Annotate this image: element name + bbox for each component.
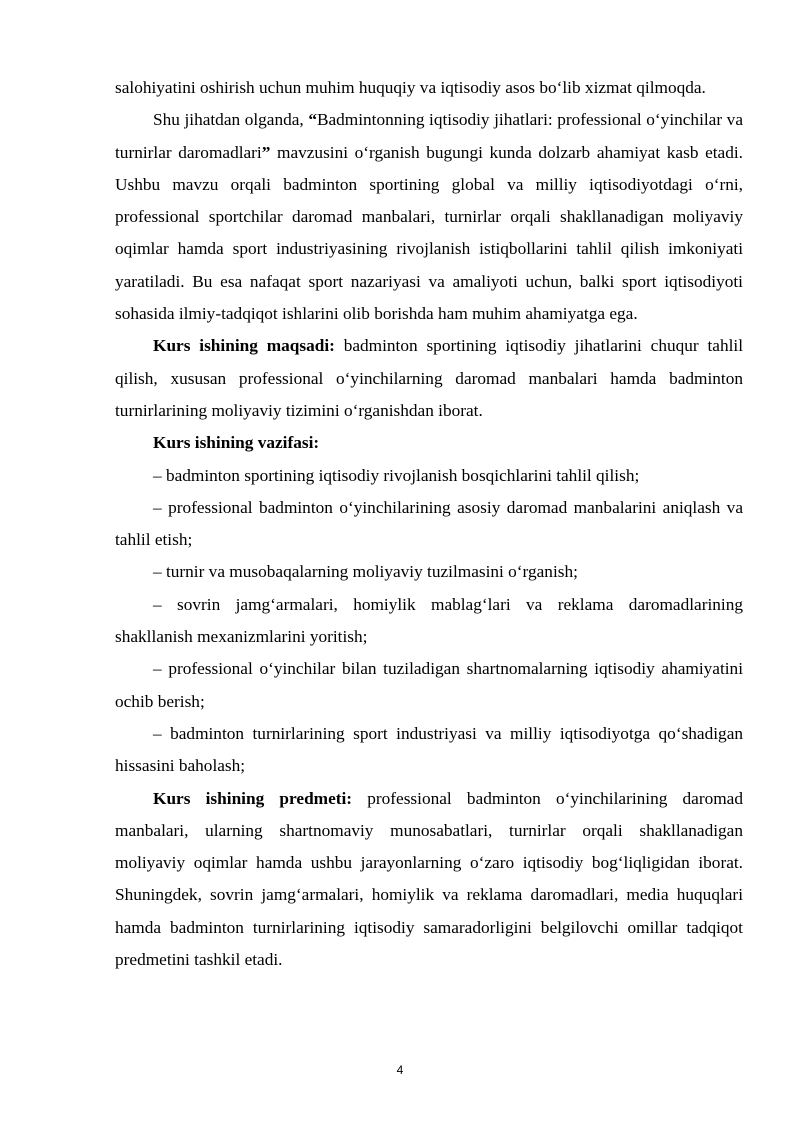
body-text [115,72,743,976]
paragraph-goal [115,330,743,427]
subject-text: professional badminton o‘yinchilarining daromad manbalari, ularning shartnomaviy munosabatlari, turnirlar orqali shakllanadigan moliyaviy oqimlar hamda ushbu jarayonlarning o‘zaro iqtisodiy bog‘liqligidan iborat. Shuningdek, sovrin jamg‘armalari, homiylik va reklama daromadlari, media huquqlari hamda badminton turnirlarining iqtisodiy samaradorligini belgilovchi omillar tadqiqot predmetini tashkil etadi. [115,788,743,970]
paragraph-relevance-rest: mavzusini o‘rganish bugungi kunda dolzarb ahamiyat kasb etadi. Ushbu mavzu orqali badminton sportining global va milliy iqtisodiyotdagi o‘rni, professional sportchilar daromad manbalari, turnirlar orqali shakllanadigan moliyaviy oqimlar hamda sport industriyasining rivojlanish istiqbollarini tahlil qilish imkoniyati yaratiladi. Bu esa nafaqat sport nazariyasi va amaliyoti uchun, balki sport iqtisodiyoti sohasida ilmiy-tadqiqot ishlarini olib borishda ham muhim ahamiyatga ega. [115,142,743,324]
paragraph-relevance [115,104,743,330]
task-item: – badminton sportining iqtisodiy rivojlanish bosqichlarini tahlil qilish; [153,465,640,485]
task-item: – professional o‘yinchilar bilan tuziladigan shartnomalarning iqtisodiy ahamiyatini ochib berish; [115,659,743,711]
quote-open-mark: “ [308,110,317,130]
subject-label: Kurs ishining predmeti: [153,788,353,808]
task-item: – badminton turnirlarining sport industriyasi va milliy iqtisodiyotga qo‘shadigan hissasini baholash; [115,723,743,776]
task-item: – professional badminton o‘yinchilarining asosiy daromad manbalarini aniqlash va tahlil etish; [115,497,743,550]
paragraph-continuation: salohiyatini oshirish uchun muhim huquqiy va iqtisodiy asos bo‘lib xizmat qilmoqda. [115,78,706,97]
paragraph-subject [115,783,743,977]
goal-text: badminton sportining iqtisodiy jihatlarini chuqur tahlil qilish, xususan professional o‘yinchilarning daromad manbalari hamda badminton turnirlarining moliyaviy tizimini o‘rganishdan iborat. [115,336,744,420]
task-item: – sovrin jamg‘armalari, homiylik mablag‘lari va reklama daromadlarining shakllanish mexanizmlarini yoritish; [115,594,743,647]
quote-close-mark: ” [261,142,271,162]
topic-title: Badmintonning iqtisodiy jihatlari: professional o‘yinchilar va turnirlar daromadlari [115,110,743,162]
paragraph-relevance-start: Shu jihatdan olganda, [153,110,309,130]
page-number: 4 [396,1063,404,1077]
tasks-heading: Kurs ishining vazifasi: [153,433,320,453]
goal-label: Kurs ishining maqsadi: [153,336,335,356]
task-item: – turnir va musobaqalarning moliyaviy tuzilmasini o‘rganish; [153,562,578,582]
